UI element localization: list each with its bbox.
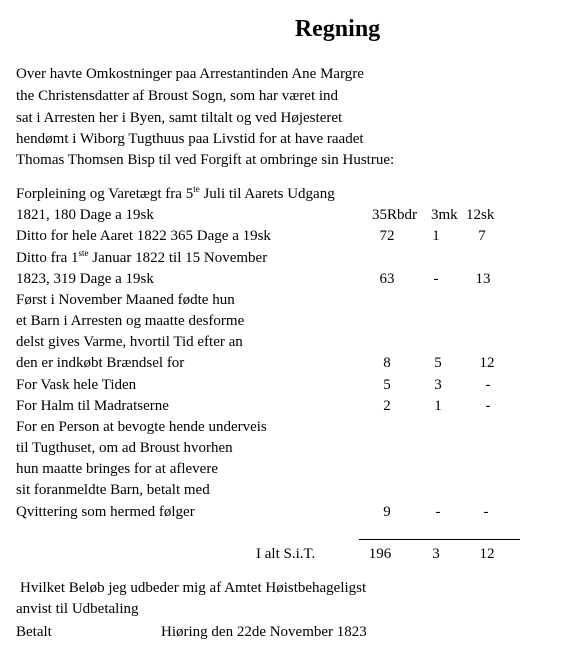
item-line: den er indkøbt Brændsel for	[16, 355, 185, 371]
intro-line: sat i Arresten her i Byen, samt tiltalt og ved Højesteret	[16, 110, 343, 126]
item-line: Ditto fra 1ste Januar 1822 til 15 November	[16, 248, 268, 266]
intro-line: Over havte Omkostninger paa Arrestantinden Ane Margre	[16, 66, 364, 82]
amount-mk: 1	[432, 228, 440, 244]
item-line: For en Person at bevogte hende underveis	[16, 419, 267, 435]
item-line: Qvittering som hermed følger	[16, 504, 195, 520]
item-line: hun maatte bringes for at aflevere	[16, 461, 218, 477]
amount-rbdr: 72	[379, 228, 395, 244]
item-line: et Barn i Arresten og maatte desforme	[16, 313, 245, 329]
column-header-sk: 12sk	[466, 207, 495, 223]
total-mk: 3	[432, 546, 440, 562]
amount-sk: 12	[479, 355, 495, 371]
amount-rbdr: 8	[383, 355, 391, 371]
total-rbdr: 196	[368, 546, 392, 562]
amount-mk: 3	[434, 377, 442, 393]
amount-rbdr: 5	[383, 377, 391, 393]
column-header-rbdr: 35Rbdr	[372, 207, 417, 223]
item-line: sit foranmeldte Barn, betalt med	[16, 482, 210, 498]
amount-sk: 7	[478, 228, 486, 244]
item-line: Først i November Maaned fødte hun	[16, 292, 235, 308]
item-line: til Tugthuset, om ad Broust hvorhen	[16, 440, 233, 456]
amount-rbdr: 2	[383, 398, 391, 414]
intro-line: hendømt i Wiborg Tugthuus paa Livstid for at have raadet	[16, 131, 364, 147]
amount-sk: -	[485, 398, 491, 414]
item-line: Ditto for hele Aaret 1822 365 Dage a 19sk	[16, 228, 271, 244]
amount-rbdr: 63	[379, 271, 395, 287]
amount-mk: -	[433, 271, 439, 287]
place-date: Hiøring den 22de November 1823	[161, 624, 367, 640]
amount-rbdr: 9	[383, 504, 391, 520]
item-line: For Vask hele Tiden	[16, 377, 137, 393]
amount-sk: -	[485, 377, 491, 393]
document-title: Regning	[294, 16, 381, 42]
total-label: I alt S.i.T.	[256, 546, 316, 562]
column-header-mk: 3mk	[431, 207, 458, 223]
total-divider	[359, 539, 520, 540]
item-line: 1823, 319 Dage a 19sk	[16, 271, 154, 287]
amount-mk: -	[435, 504, 441, 520]
amount-mk: 1	[434, 398, 442, 414]
item-line: Forpleining og Varetægt fra $5^{te}$ Juli til Aarets Udgang	[16, 184, 335, 202]
total-sk: 12	[479, 546, 495, 562]
closing-line: Hvilket Beløb jeg udbeder mig af Amtet Høistbehageligst	[20, 580, 367, 596]
item-line: For Halm til Madratserne	[16, 398, 169, 414]
item-line: delst gives Varme, hvortil Tid efter an	[16, 334, 243, 350]
paid-label: Betalt	[16, 624, 52, 640]
intro-line: Thomas Thomsen Bisp til ved Forgift at ombringe sin Hustrue:	[16, 152, 395, 168]
item-line: 1821, 180 Dage a 19sk	[16, 207, 154, 223]
closing-line: anvist til Udbetaling	[16, 601, 139, 617]
intro-line: the Christensdatter af Broust Sogn, som har været ind	[16, 88, 339, 104]
amount-mk: 5	[434, 355, 442, 371]
amount-sk: -	[483, 504, 489, 520]
amount-sk: 13	[475, 271, 491, 287]
